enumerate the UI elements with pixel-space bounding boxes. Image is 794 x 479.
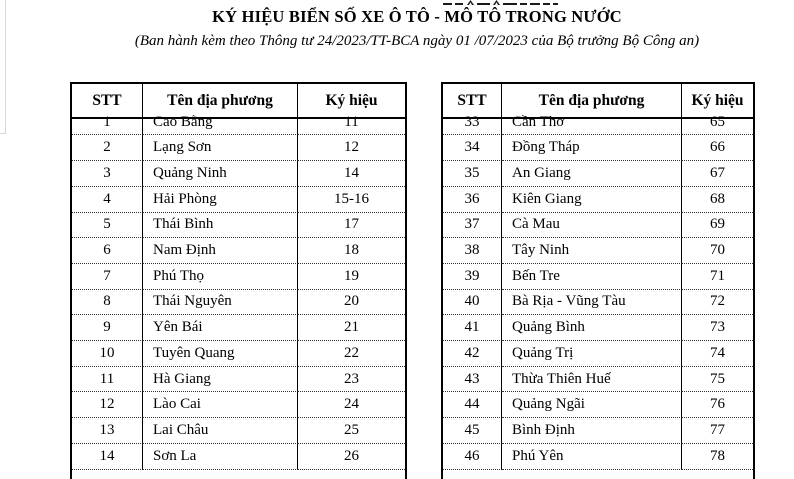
cell-stt: 9 — [72, 315, 143, 341]
cell-ten-dia-phuong: Lạng Sơn — [143, 135, 298, 161]
cell-ten-dia-phuong: Cao Bằng — [143, 110, 298, 136]
cell-ten-dia-phuong: Lào Cai — [143, 392, 298, 418]
fragment-dash-mark — [477, 3, 490, 5]
fragment-dash-mark — [503, 3, 517, 5]
cell-ky-hieu: 65 — [682, 110, 753, 136]
cell-ky-hieu: 68 — [682, 187, 753, 213]
cell-ky-hieu: 24 — [298, 392, 405, 418]
page-edge-line-vertical — [5, 0, 6, 133]
page-edge-line-horizontal — [0, 133, 6, 134]
cell-stt: 1 — [72, 110, 143, 136]
column-header-stt: STT — [443, 84, 502, 119]
fragment-dash-mark — [455, 3, 463, 5]
cell-ky-hieu: 18 — [298, 238, 405, 264]
cell-ky-hieu: 21 — [298, 315, 405, 341]
cell-stt: 35 — [443, 161, 502, 187]
cell-stt: 39 — [443, 264, 502, 290]
plate-code-table-right — [441, 82, 755, 479]
cell-ky-hieu: 11 — [298, 110, 405, 136]
column-header-ten-dia-phuong: Tên địa phương — [502, 84, 682, 119]
cell-stt: 13 — [72, 418, 143, 444]
cell-stt: 7 — [72, 264, 143, 290]
cell-stt: 3 — [72, 161, 143, 187]
cell-stt: 10 — [72, 341, 143, 367]
cell-ten-dia-phuong: Phú Thọ — [143, 264, 298, 290]
cell-ky-hieu: 77 — [682, 418, 753, 444]
cell-stt: 37 — [443, 213, 502, 239]
cell-ten-dia-phuong: Kiên Giang — [502, 187, 682, 213]
cell-stt: 14 — [72, 444, 143, 470]
cell-ten-dia-phuong: Quảng Bình — [502, 315, 682, 341]
cell-stt: 43 — [443, 367, 502, 393]
cell-stt: 45 — [443, 418, 502, 444]
cell-ten-dia-phuong: Phú Yên — [502, 444, 682, 470]
cell-ky-hieu: 19 — [298, 264, 405, 290]
fragment-dash-mark — [443, 3, 452, 5]
cell-ky-hieu: 23 — [298, 367, 405, 393]
fragment-dash-mark — [543, 3, 550, 5]
document-title: KÝ HIỆU BIỂN SỐ XE Ô TÔ - MÔ TÔ TRONG NƯỚC — [212, 7, 622, 26]
plate-code-table-left — [70, 82, 407, 479]
cell-ky-hieu: 20 — [298, 290, 405, 316]
cell-stt: 12 — [72, 392, 143, 418]
fragment-dash-mark — [530, 3, 540, 5]
cell-stt: 41 — [443, 315, 502, 341]
cell-stt: 38 — [443, 238, 502, 264]
cell-ten-dia-phuong: Cà Mau — [502, 213, 682, 239]
cell-ky-hieu: 75 — [682, 367, 753, 393]
cell-ten-dia-phuong: Quảng Ngãi — [502, 392, 682, 418]
document-subtitle: (Ban hành kèm theo Thông tư 24/2023/TT-BCA ngày 01 /07/2023 của Bộ trưởng Bộ Công an) — [134, 33, 700, 49]
cell-ky-hieu: 71 — [682, 264, 753, 290]
fragment-caret-mark — [493, 0, 500, 5]
cell-ten-dia-phuong: Quảng Trị — [502, 341, 682, 367]
cell-stt: 34 — [443, 135, 502, 161]
cell-stt: 44 — [443, 392, 502, 418]
cell-ky-hieu: 12 — [298, 135, 405, 161]
fragment-caret-mark — [467, 0, 474, 5]
cell-stt: 6 — [72, 238, 143, 264]
cell-ky-hieu: 14 — [298, 161, 405, 187]
cell-ten-dia-phuong: Bến Tre — [502, 264, 682, 290]
cell-ky-hieu: 72 — [682, 290, 753, 316]
cell-ten-dia-phuong: Bà Rịa - Vũng Tàu — [502, 290, 682, 316]
cell-ten-dia-phuong: Đồng Tháp — [502, 135, 682, 161]
cell-ky-hieu: 69 — [682, 213, 753, 239]
cell-ten-dia-phuong: Lai Châu — [143, 418, 298, 444]
cell-stt: 46 — [443, 444, 502, 470]
fragment-dash-mark — [520, 3, 527, 5]
cut-off-text-fragment — [0, 0, 794, 7]
cell-ten-dia-phuong: Thừa Thiên Huế — [502, 367, 682, 393]
cell-ten-dia-phuong: Tây Ninh — [502, 238, 682, 264]
cell-stt: 2 — [72, 135, 143, 161]
cell-ten-dia-phuong: Bình Định — [502, 418, 682, 444]
column-header-ky-hieu: Ký hiệu — [298, 84, 405, 119]
cell-stt: 36 — [443, 187, 502, 213]
cell-ky-hieu: 76 — [682, 392, 753, 418]
cell-ten-dia-phuong: Hải Phòng — [143, 187, 298, 213]
column-header-ten-dia-phuong: Tên địa phương — [143, 84, 298, 119]
cell-ten-dia-phuong: Nam Định — [143, 238, 298, 264]
column-header-stt: STT — [72, 84, 143, 119]
cell-stt: 11 — [72, 367, 143, 393]
cell-stt: 5 — [72, 213, 143, 239]
cell-ten-dia-phuong: An Giang — [502, 161, 682, 187]
cell-ky-hieu: 25 — [298, 418, 405, 444]
cell-ten-dia-phuong: Cần Thơ — [502, 110, 682, 136]
cell-ky-hieu: 73 — [682, 315, 753, 341]
cell-ky-hieu: 17 — [298, 213, 405, 239]
cell-ky-hieu: 70 — [682, 238, 753, 264]
cell-stt: 4 — [72, 187, 143, 213]
cell-ten-dia-phuong: Sơn La — [143, 444, 298, 470]
cell-ky-hieu: 67 — [682, 161, 753, 187]
cell-ky-hieu: 22 — [298, 341, 405, 367]
cell-stt: 33 — [443, 110, 502, 136]
cell-stt: 8 — [72, 290, 143, 316]
cell-ten-dia-phuong: Tuyên Quang — [143, 341, 298, 367]
cell-ten-dia-phuong: Thái Nguyên — [143, 290, 298, 316]
cell-stt: 40 — [443, 290, 502, 316]
cell-ky-hieu: 15-16 — [298, 187, 405, 213]
cell-ky-hieu: 66 — [682, 135, 753, 161]
cell-ky-hieu: 78 — [682, 444, 753, 470]
cell-ten-dia-phuong: Quảng Ninh — [143, 161, 298, 187]
fragment-dash-mark — [553, 3, 558, 5]
cell-ten-dia-phuong: Hà Giang — [143, 367, 298, 393]
cell-ky-hieu: 26 — [298, 444, 405, 470]
cell-ten-dia-phuong: Thái Bình — [143, 213, 298, 239]
cell-ten-dia-phuong: Yên Bái — [143, 315, 298, 341]
cell-stt: 42 — [443, 341, 502, 367]
cell-ky-hieu: 74 — [682, 341, 753, 367]
column-header-ky-hieu: Ký hiệu — [682, 84, 753, 119]
